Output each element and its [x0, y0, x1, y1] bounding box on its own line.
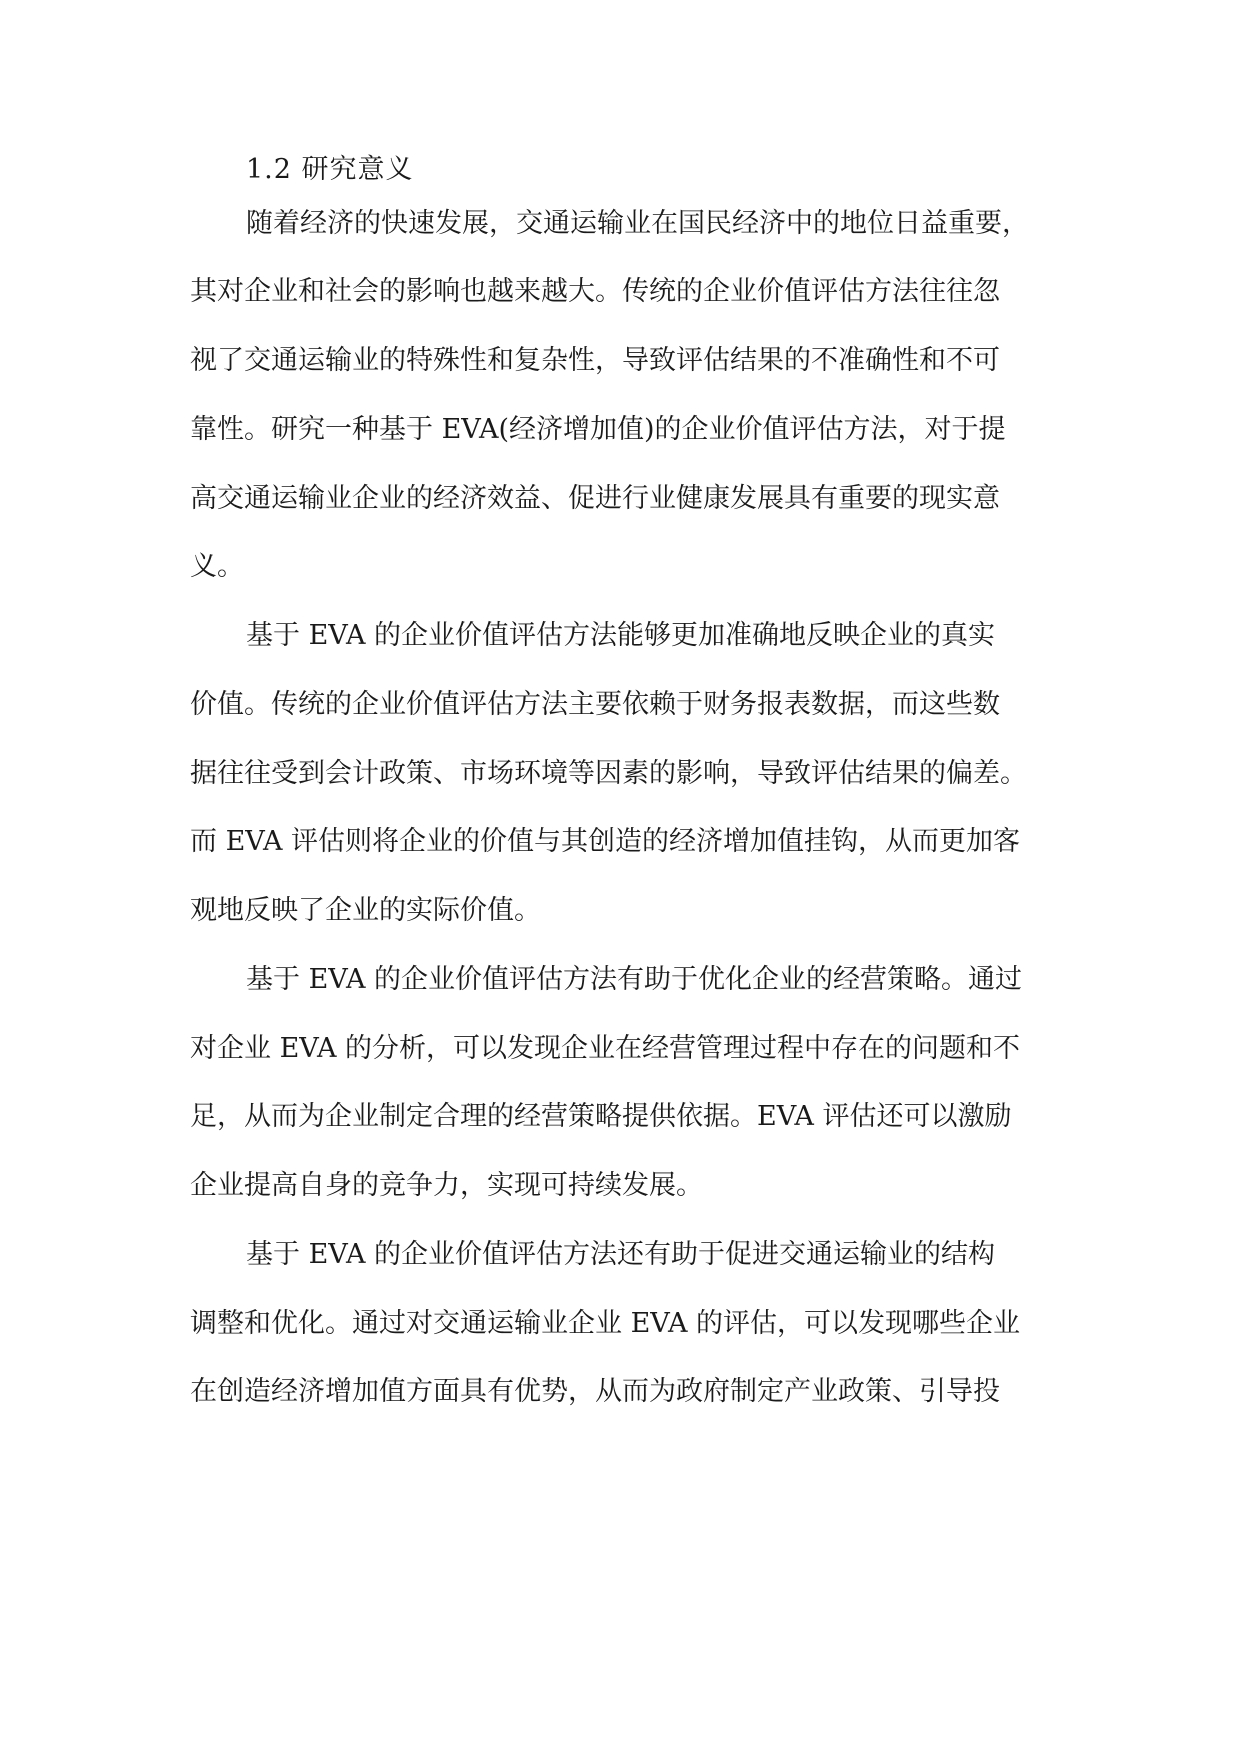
paragraph-line: 而 EVA 评估则将企业的价值与其创造的经济增加值挂钩，从而更加客	[190, 826, 1021, 857]
paragraph-line: 高交通运输业企业的经济效益、促进行业健康发展具有重要的现实意	[190, 483, 1000, 514]
paragraph-line: 据往往受到会计政策、市场环境等因素的影响，导致评估结果的偏差。	[190, 758, 1027, 789]
paragraph-line: 足，从而为企业制定合理的经营策略提供依据。EVA 评估还可以激励	[190, 1101, 1012, 1132]
paragraph-line: 对企业 EVA 的分析，可以发现企业在经营管理过程中存在的问题和不	[190, 1033, 1021, 1064]
paragraph-line: 在创造经济增加值方面具有优势，从而为政府制定产业政策、引导投	[190, 1376, 1000, 1407]
paragraph-line: 其对企业和社会的影响也越来越大。传统的企业价值评估方法往往忽	[190, 276, 1000, 307]
paragraph-line: 基于 EVA 的企业价值评估方法有助于优化企业的经营策略。通过	[246, 964, 1023, 995]
paragraph-line: 调整和优化。通过对交通运输业企业 EVA 的评估，可以发现哪些企业	[190, 1308, 1021, 1339]
paragraph-line: 视了交通运输业的特殊性和复杂性，导致评估结果的不准确性和不可	[190, 345, 1000, 376]
paragraph-line: 企业提高自身的竞争力，实现可持续发展。	[190, 1170, 703, 1201]
paragraph-line: 基于 EVA 的企业价值评估方法能够更加准确地反映企业的真实	[246, 620, 996, 651]
section-heading: 1.2 研究意义	[246, 154, 414, 185]
paragraph-line: 价值。传统的企业价值评估方法主要依赖于财务报表数据，而这些数	[190, 689, 1000, 720]
paragraph-line: 靠性。研究一种基于 EVA(经济增加值)的企业价值评估方法，对于提	[190, 414, 1006, 445]
paragraph-line: 观地反映了企业的实际价值。	[190, 895, 541, 926]
paragraph-line: 随着经济的快速发展，交通运输业在国民经济中的地位日益重要，	[246, 208, 1029, 239]
paragraph-line: 义。	[190, 551, 244, 582]
paragraph-line: 基于 EVA 的企业价值评估方法还有助于促进交通运输业的结构	[246, 1239, 996, 1270]
